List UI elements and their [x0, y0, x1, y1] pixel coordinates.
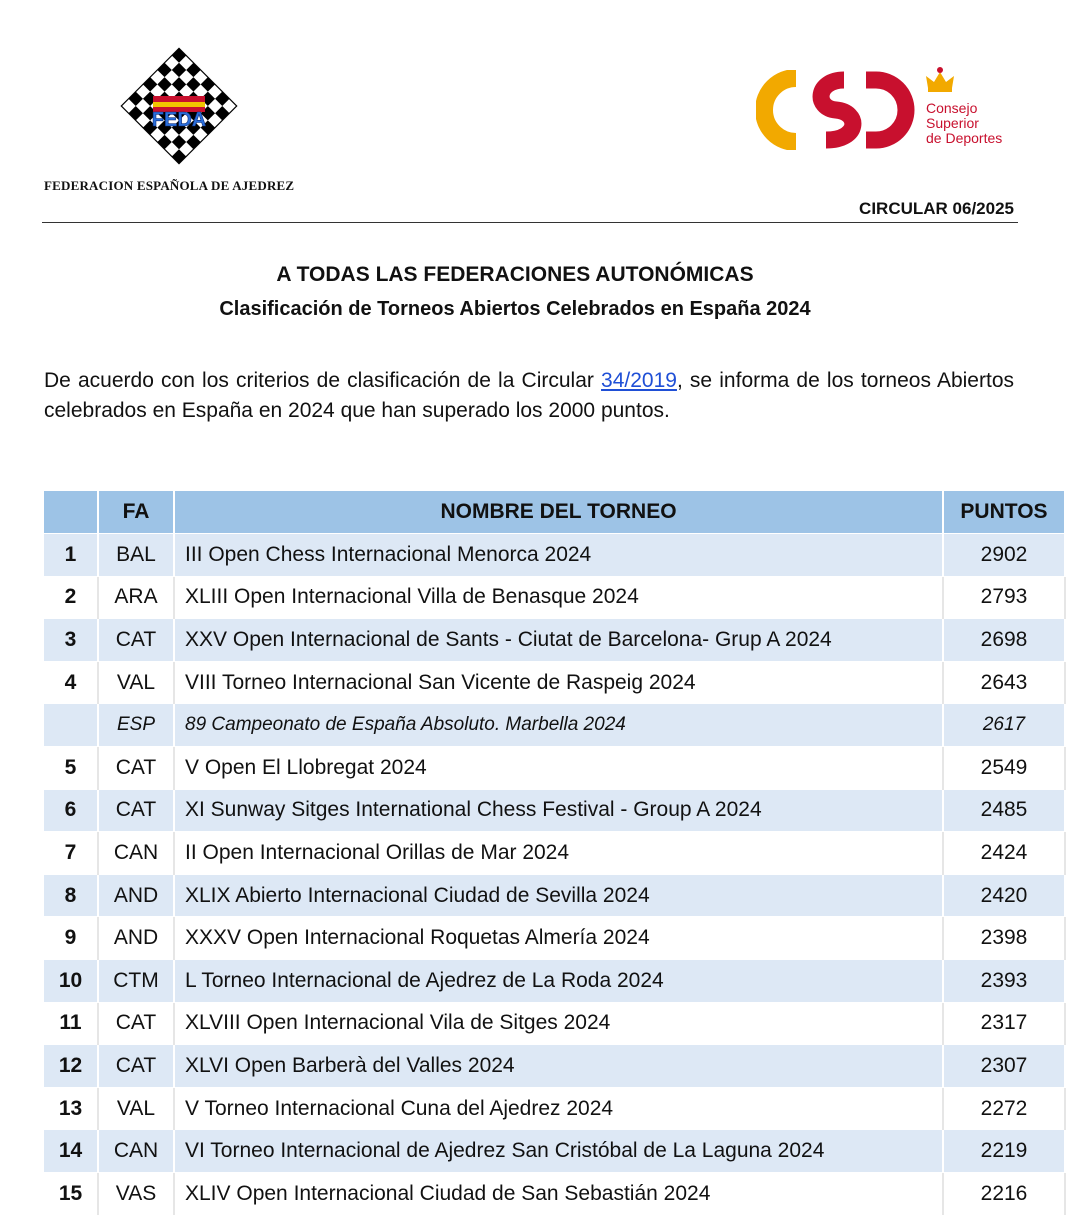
- fa-cell: ESP: [98, 704, 174, 747]
- document-subtitle: Clasificación de Torneos Abiertos Celebrados en España 2024: [219, 298, 811, 320]
- table-row: [44, 789, 1065, 832]
- points-cell: 2216: [943, 1172, 1065, 1214]
- table-row: [44, 1130, 1065, 1173]
- rank-cell: 13: [44, 1087, 98, 1130]
- points-cell: 2698: [943, 619, 1065, 662]
- points-cell: 2424: [943, 832, 1065, 875]
- table-row: [44, 1087, 1065, 1130]
- csd-line: de Deportes: [926, 130, 1003, 146]
- points-cell: 2617: [943, 704, 1065, 747]
- intro-paragraph: [44, 366, 1014, 426]
- points-cell: 2219: [943, 1130, 1065, 1173]
- header-fa: FA: [98, 491, 174, 534]
- rank-cell: 11: [44, 1002, 98, 1045]
- points-cell: 2902: [943, 534, 1065, 577]
- csd-logo: [756, 70, 916, 150]
- points-cell: 2398: [943, 917, 1065, 960]
- table-row: [44, 959, 1065, 1002]
- table-row: [44, 619, 1065, 662]
- table-row: [44, 1172, 1065, 1214]
- points-cell: 2643: [943, 661, 1065, 704]
- fa-cell: CAT: [98, 746, 174, 789]
- feda-logo-text: FEDA: [151, 109, 207, 131]
- rank-cell: 5: [44, 746, 98, 789]
- table-row: [44, 1002, 1065, 1045]
- points-cell: 2420: [943, 874, 1065, 917]
- fa-cell: VAS: [98, 1172, 174, 1214]
- fa-cell: CAT: [98, 1002, 174, 1045]
- tournament-name-cell: V Open El Llobregat 2024: [174, 746, 943, 789]
- rank-cell: 4: [44, 661, 98, 704]
- table-row: [44, 874, 1065, 917]
- circular-link[interactable]: 34/2019: [601, 369, 677, 392]
- table-row: [44, 1045, 1065, 1088]
- table-row: [44, 746, 1065, 789]
- circular-number: CIRCULAR 06/2025: [859, 199, 1014, 218]
- rank-cell: [44, 704, 98, 747]
- fa-cell: BAL: [98, 534, 174, 577]
- fa-cell: CAT: [98, 619, 174, 662]
- crown-icon: [924, 66, 956, 96]
- fa-cell: AND: [98, 917, 174, 960]
- rank-cell: 7: [44, 832, 98, 875]
- points-cell: 2307: [943, 1045, 1065, 1088]
- table-row: [44, 576, 1065, 619]
- tournament-name-cell: XLIV Open Internacional Ciudad de San Sebastián 2024: [174, 1172, 943, 1214]
- feda-logo: [117, 44, 241, 168]
- tournament-name-cell: III Open Chess Internacional Menorca 2024: [174, 534, 943, 577]
- rank-cell: 2: [44, 576, 98, 619]
- federation-name: FEDERACION ESPAÑOLA DE AJEDREZ: [44, 178, 295, 193]
- header-rank: [44, 491, 98, 534]
- header-name: NOMBRE DEL TORNEO: [174, 491, 943, 534]
- intro-text-rest: , se informa de los torneos Abiertos celebrados en España en 2024 que han superado los 2000 puntos.: [44, 369, 1014, 422]
- table-row: [44, 704, 1065, 747]
- fa-cell: CTM: [98, 959, 174, 1002]
- fa-cell: AND: [98, 874, 174, 917]
- points-cell: 2317: [943, 1002, 1065, 1045]
- points-cell: 2393: [943, 959, 1065, 1002]
- tournament-name-cell: V Torneo Internacional Cuna del Ajedrez 2024: [174, 1087, 943, 1130]
- table-row: [44, 534, 1065, 577]
- rank-cell: 15: [44, 1172, 98, 1214]
- csd-line: Consejo: [926, 100, 978, 116]
- fa-cell: CAT: [98, 1045, 174, 1088]
- tournament-name-cell: XXXV Open Internacional Roquetas Almería 2024: [174, 917, 943, 960]
- rank-cell: 1: [44, 534, 98, 577]
- csd-name: [926, 101, 1002, 146]
- table-row: [44, 917, 1065, 960]
- points-cell: 2485: [943, 789, 1065, 832]
- table-row: [44, 832, 1065, 875]
- tournament-name-cell: VI Torneo Internacional de Ajedrez San Cristóbal de La Laguna 2024: [174, 1130, 943, 1173]
- fa-cell: CAN: [98, 832, 174, 875]
- header-points: PUNTOS: [943, 491, 1065, 534]
- tournament-name-cell: XXV Open Internacional de Sants - Ciutat de Barcelona- Grup A 2024: [174, 619, 943, 662]
- tournament-name-cell: VIII Torneo Internacional San Vicente de Raspeig 2024: [174, 661, 943, 704]
- tournament-name-cell: XLVIII Open Internacional Vila de Sitges 2024: [174, 1002, 943, 1045]
- table-row: [44, 661, 1065, 704]
- ranking-table: [44, 491, 1066, 1215]
- fa-cell: VAL: [98, 1087, 174, 1130]
- rank-cell: 3: [44, 619, 98, 662]
- fa-cell: VAL: [98, 661, 174, 704]
- csd-line: Superior: [926, 115, 979, 131]
- rank-cell: 6: [44, 789, 98, 832]
- tournament-name-cell: 89 Campeonato de España Absoluto. Marbella 2024: [174, 704, 943, 747]
- fa-cell: CAT: [98, 789, 174, 832]
- fa-cell: ARA: [98, 576, 174, 619]
- tournament-name-cell: II Open Internacional Orillas de Mar 2024: [174, 832, 943, 875]
- tournament-name-cell: XLVI Open Barberà del Valles 2024: [174, 1045, 943, 1088]
- rank-cell: 8: [44, 874, 98, 917]
- intro-text: De acuerdo con los criterios de clasificación de la Circular: [44, 369, 602, 392]
- document-title: A TODAS LAS FEDERACIONES AUTONÓMICAS: [276, 263, 754, 286]
- tournament-name-cell: L Torneo Internacional de Ajedrez de La Roda 2024: [174, 959, 943, 1002]
- rank-cell: 14: [44, 1130, 98, 1173]
- tournament-name-cell: XLIX Abierto Internacional Ciudad de Sevilla 2024: [174, 874, 943, 917]
- table-header-row: [44, 491, 1065, 534]
- rank-cell: 10: [44, 959, 98, 1002]
- tournament-name-cell: XI Sunway Sitges International Chess Festival - Group A 2024: [174, 789, 943, 832]
- points-cell: 2272: [943, 1087, 1065, 1130]
- tournament-name-cell: XLIII Open Internacional Villa de Benasque 2024: [174, 576, 943, 619]
- points-cell: 2793: [943, 576, 1065, 619]
- fa-cell: CAN: [98, 1130, 174, 1173]
- rank-cell: 9: [44, 917, 98, 960]
- rank-cell: 12: [44, 1045, 98, 1088]
- points-cell: 2549: [943, 746, 1065, 789]
- header-divider: [42, 222, 1018, 223]
